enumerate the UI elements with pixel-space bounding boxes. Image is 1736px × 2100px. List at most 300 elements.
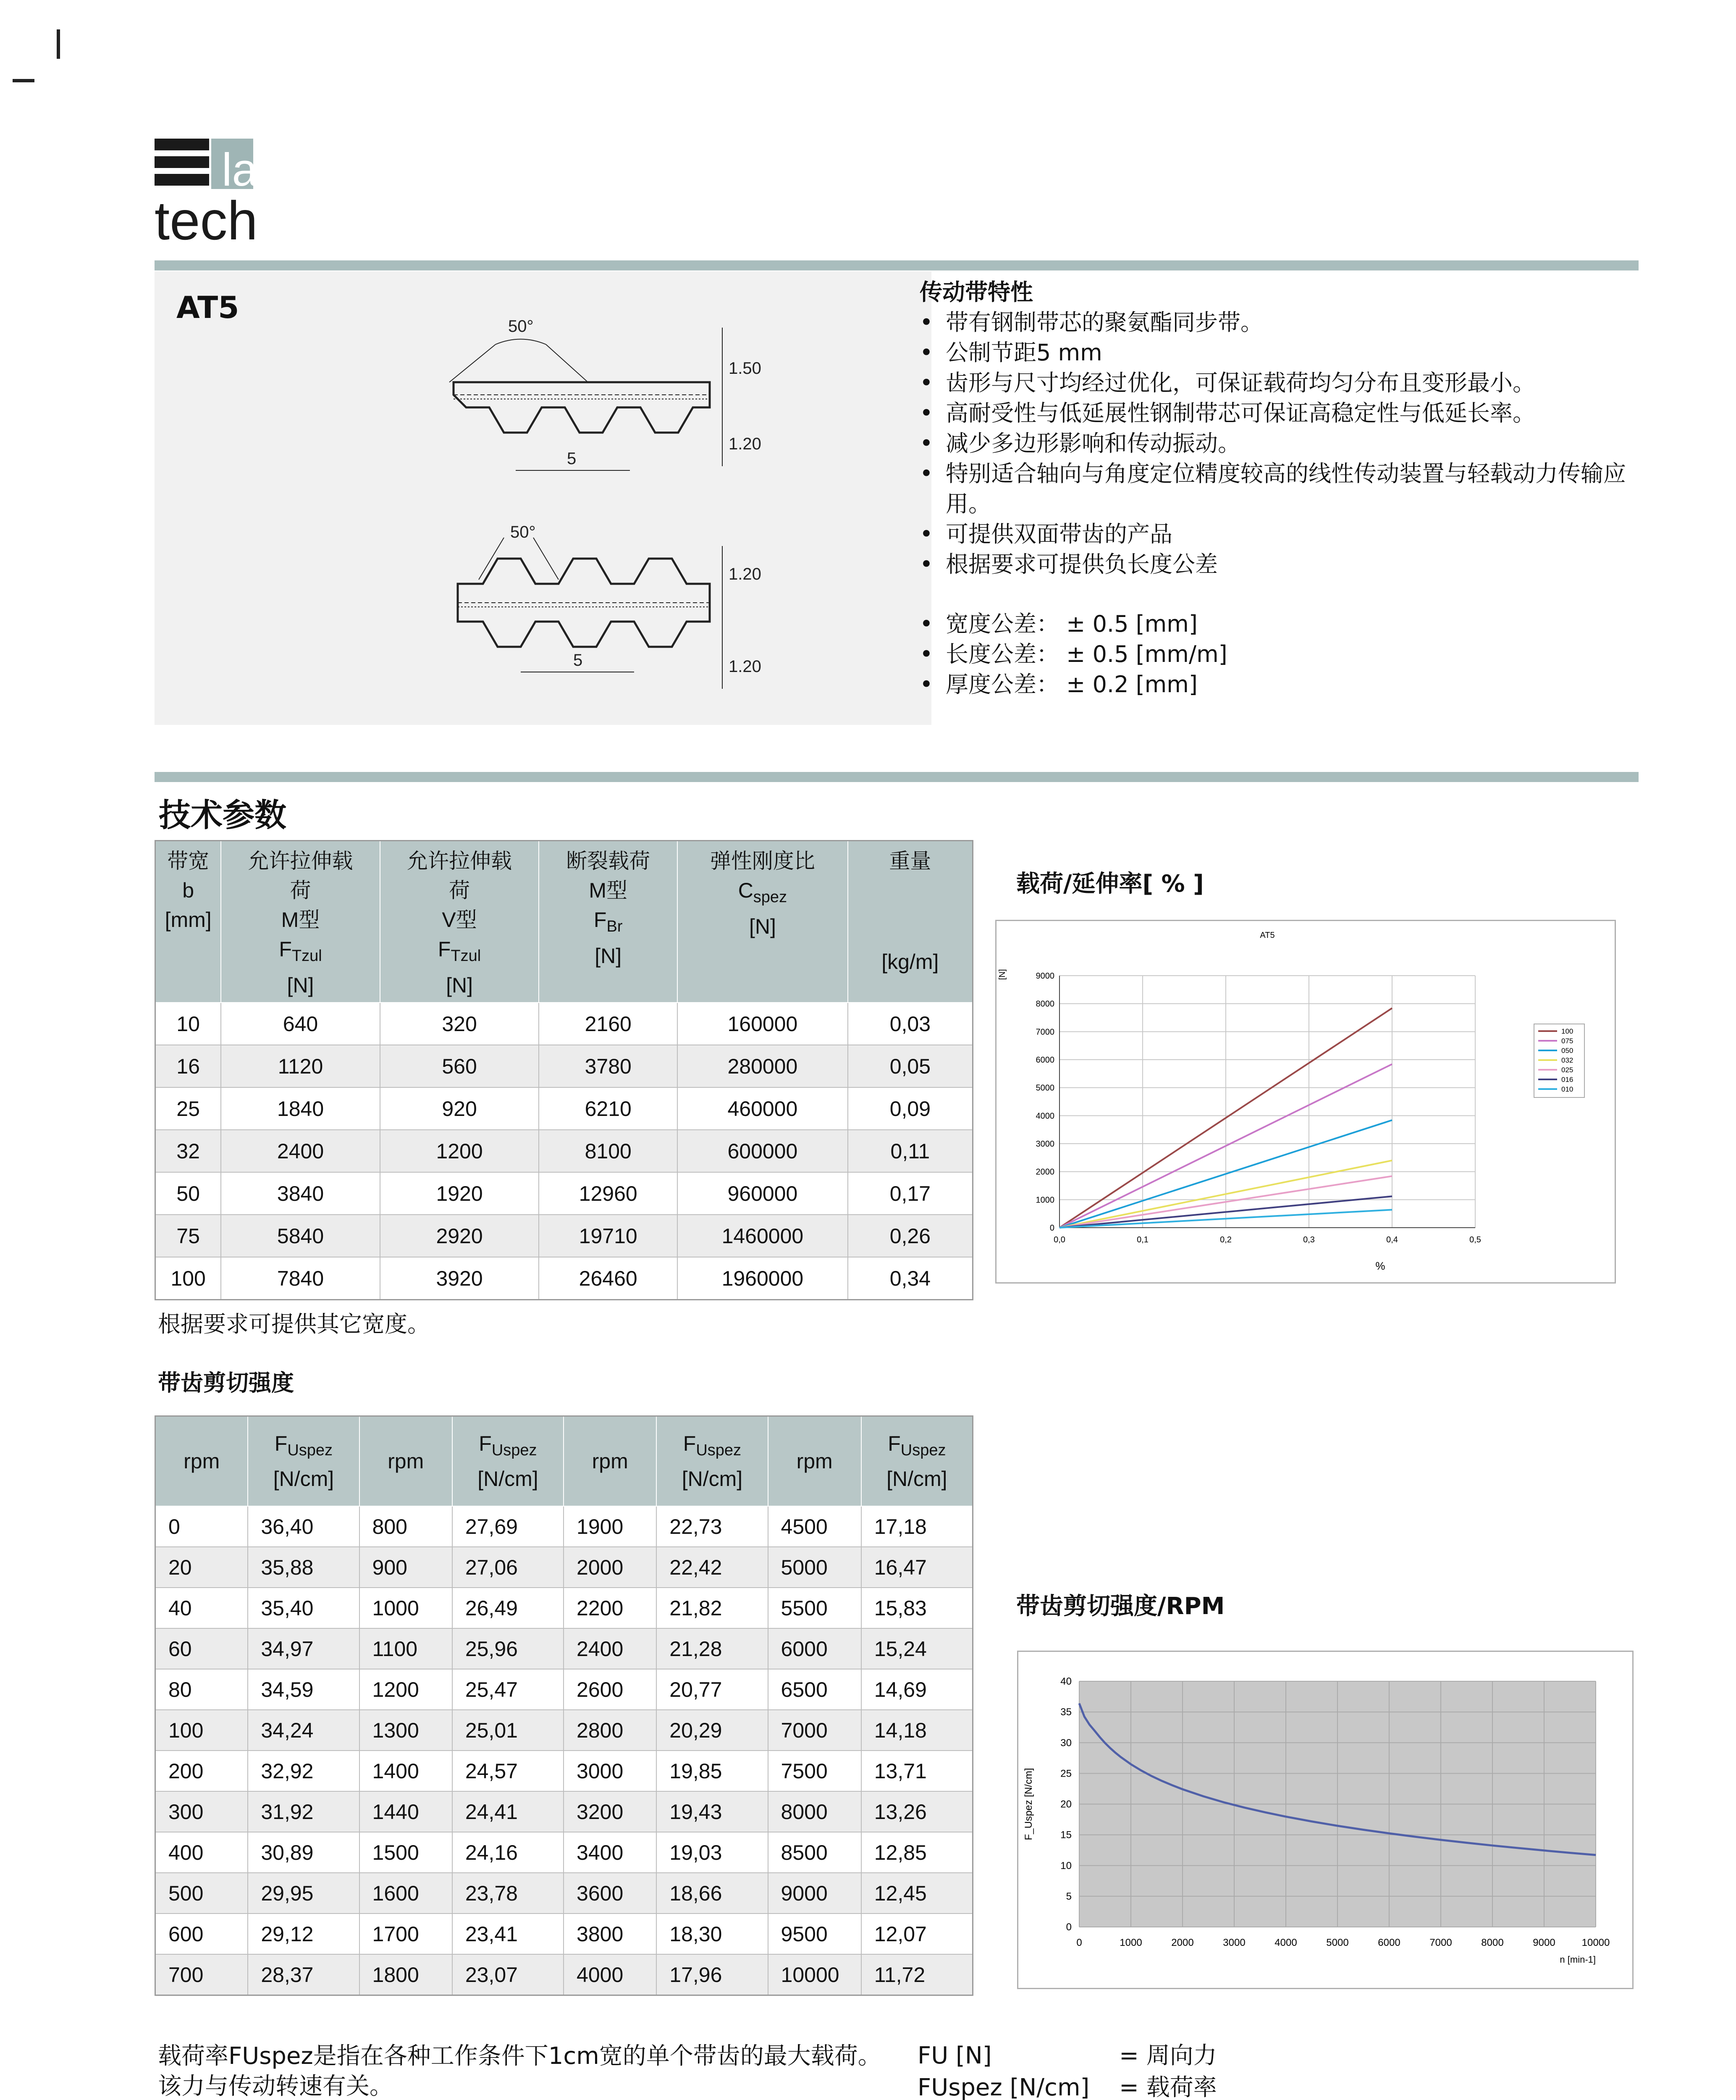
chart-title: AT5 bbox=[1260, 931, 1275, 940]
legend-label: 025 bbox=[1561, 1066, 1573, 1074]
logo-word: tech bbox=[155, 190, 258, 251]
table-cell: 26460 bbox=[539, 1257, 677, 1300]
section-divider bbox=[155, 772, 1639, 782]
table-cell: 960000 bbox=[677, 1172, 848, 1215]
force-header bbox=[452, 1416, 564, 1507]
header-line: 重量 bbox=[889, 849, 931, 873]
symbol: F bbox=[279, 937, 292, 961]
table-cell: 500 bbox=[155, 1873, 248, 1914]
load-elongation-chart bbox=[995, 920, 1616, 1284]
width-note: 根据要求可提供其它宽度。 bbox=[158, 1311, 430, 1337]
rpm-header: rpm bbox=[359, 1416, 452, 1507]
table-cell: 36,40 bbox=[248, 1506, 359, 1547]
table-cell: 8000 bbox=[768, 1791, 861, 1832]
header-line: V型 bbox=[442, 908, 477, 932]
x-tick-label: 2000 bbox=[1171, 1937, 1194, 1948]
x-tick-label: 5000 bbox=[1326, 1937, 1349, 1948]
table-cell: 27,06 bbox=[452, 1547, 564, 1588]
symbol-subscript: Uspez bbox=[491, 1441, 537, 1459]
table-row bbox=[155, 1087, 973, 1130]
symbol: F bbox=[593, 908, 607, 932]
table-cell: 1200 bbox=[380, 1130, 539, 1172]
crop-mark bbox=[13, 79, 34, 82]
y-tick-label: 15 bbox=[1060, 1829, 1072, 1841]
header-symbol bbox=[453, 1429, 563, 1465]
symbol-subscript: spez bbox=[753, 888, 787, 906]
table-cell: 34,97 bbox=[248, 1628, 359, 1669]
table-cell: 8100 bbox=[539, 1130, 677, 1172]
table-cell: 24,57 bbox=[452, 1751, 564, 1791]
shear-chart-svg bbox=[1018, 1652, 1632, 1988]
table-cell: 17,18 bbox=[861, 1506, 973, 1547]
definition-symbol bbox=[918, 2041, 1119, 2071]
header-line: b bbox=[182, 879, 194, 902]
table-cell: 0,34 bbox=[848, 1257, 973, 1300]
table-row bbox=[155, 1215, 973, 1257]
symbol-definitions bbox=[918, 2041, 1673, 2100]
angle-label: 50° bbox=[508, 317, 534, 336]
tech-params-title: 技术参数 bbox=[159, 796, 286, 834]
symbol: FUspez [N/cm] bbox=[918, 2074, 1090, 2100]
table-cell: 640 bbox=[221, 1003, 380, 1045]
shear-rpm-chart bbox=[1017, 1651, 1634, 1989]
legend-label: 050 bbox=[1561, 1047, 1573, 1055]
table-cell: 0,11 bbox=[848, 1130, 973, 1172]
y-tick-label: 2000 bbox=[1036, 1167, 1054, 1177]
note-line: 该力与传动转速有关。 bbox=[158, 2073, 393, 2100]
header-symbol bbox=[222, 934, 379, 971]
table-cell: 16 bbox=[155, 1045, 221, 1087]
x-tick-label: 0,2 bbox=[1220, 1235, 1232, 1244]
table-cell: 22,42 bbox=[656, 1547, 768, 1588]
table-cell: 31,92 bbox=[248, 1791, 359, 1832]
symbol-subscript: Tzul bbox=[291, 947, 322, 965]
table-row bbox=[155, 1172, 973, 1215]
chart-legend bbox=[1534, 1024, 1584, 1097]
y-tick-label: 35 bbox=[1060, 1706, 1072, 1718]
table-cell: 11,72 bbox=[861, 1954, 973, 1995]
x-axis-label: n [min-1] bbox=[1560, 1954, 1596, 1965]
header-line: 断裂载荷 bbox=[566, 849, 650, 873]
y-tick-label: 4000 bbox=[1036, 1111, 1054, 1121]
table-cell: 2160 bbox=[539, 1003, 677, 1045]
parameter-table bbox=[155, 840, 973, 1300]
table-cell: 23,41 bbox=[452, 1914, 564, 1954]
table-cell: 40 bbox=[155, 1588, 248, 1628]
param-header-cell bbox=[677, 841, 848, 1003]
table-cell: 19,43 bbox=[656, 1791, 768, 1832]
header-line: 允许拉伸载 bbox=[407, 849, 512, 873]
table-cell: 9500 bbox=[768, 1914, 861, 1954]
table-cell: 25,01 bbox=[452, 1710, 564, 1751]
table-cell: 3920 bbox=[380, 1257, 539, 1300]
rpm-header: rpm bbox=[768, 1416, 861, 1507]
table-cell: 3600 bbox=[564, 1873, 656, 1914]
table-cell: 400 bbox=[155, 1832, 248, 1873]
pitch-label: 5 bbox=[573, 651, 583, 669]
y-tick-label: 8000 bbox=[1036, 999, 1054, 1009]
table-row bbox=[155, 1914, 973, 1954]
table-cell: 34,24 bbox=[248, 1710, 359, 1751]
header-unit: [N/cm] bbox=[682, 1467, 743, 1491]
legend-label: 016 bbox=[1561, 1076, 1573, 1084]
table-cell: 1100 bbox=[359, 1628, 452, 1669]
table-cell: 25,47 bbox=[452, 1669, 564, 1710]
rpm-header: rpm bbox=[155, 1416, 248, 1507]
series-label: AT5 bbox=[176, 290, 239, 325]
force-header bbox=[248, 1416, 359, 1507]
note-line: 载荷率FUspez是指在各种工作条件下1cm宽的单个带齿的最大载荷。 bbox=[158, 2042, 881, 2070]
table-row bbox=[155, 1588, 973, 1628]
y-tick-label: 5000 bbox=[1036, 1083, 1054, 1093]
header-symbol bbox=[657, 1429, 767, 1465]
table-cell: 1200 bbox=[359, 1669, 452, 1710]
table-row bbox=[155, 1873, 973, 1914]
table-cell: 20 bbox=[155, 1547, 248, 1588]
table-cell: 75 bbox=[155, 1215, 221, 1257]
symbol: C bbox=[738, 879, 753, 902]
symbol: F bbox=[479, 1432, 492, 1455]
table-cell: 4500 bbox=[768, 1506, 861, 1547]
section-divider bbox=[155, 260, 1639, 270]
legend-label: 010 bbox=[1561, 1085, 1573, 1093]
feature-item: • 高耐受性与低延展性钢制带芯可保证高稳定性与低延长率。 bbox=[920, 398, 1659, 428]
features-title: 传动带特性 bbox=[920, 279, 1033, 305]
header-line: 带宽 bbox=[167, 849, 210, 873]
param-header-cell bbox=[848, 841, 973, 1003]
table-cell: 0,09 bbox=[848, 1087, 973, 1130]
y-tick-label: 1000 bbox=[1036, 1195, 1054, 1205]
table-row bbox=[155, 1791, 973, 1832]
y-tick-label: 5 bbox=[1066, 1890, 1072, 1902]
table-cell: 920 bbox=[380, 1087, 539, 1130]
table-cell: 0,03 bbox=[848, 1003, 973, 1045]
table-cell: 35,40 bbox=[248, 1588, 359, 1628]
table-cell: 12,45 bbox=[861, 1873, 973, 1914]
symbol-subscript: Uspez bbox=[287, 1441, 333, 1459]
symbol: F bbox=[274, 1432, 288, 1455]
table-cell: 1440 bbox=[359, 1791, 452, 1832]
symbol: F bbox=[888, 1432, 901, 1455]
table-cell: 3780 bbox=[539, 1045, 677, 1087]
table-cell: 28,37 bbox=[248, 1954, 359, 1995]
table-cell: 34,59 bbox=[248, 1669, 359, 1710]
table-cell: 460000 bbox=[677, 1087, 848, 1130]
header-unit: [N/cm] bbox=[886, 1467, 947, 1491]
tolerance-list bbox=[920, 609, 1659, 700]
table-cell: 13,71 bbox=[861, 1751, 973, 1791]
table-cell: 3200 bbox=[564, 1791, 656, 1832]
table-cell: 0,26 bbox=[848, 1215, 973, 1257]
table-row bbox=[155, 1669, 973, 1710]
y-tick-label: 25 bbox=[1060, 1768, 1072, 1780]
feature-item: • 带有钢制带芯的聚氨酯同步带。 bbox=[920, 307, 1659, 338]
table-cell: 24,41 bbox=[452, 1791, 564, 1832]
tolerance-item: • 厚度公差： ± 0.2 [mm] bbox=[920, 669, 1659, 700]
table-cell: 12,07 bbox=[861, 1914, 973, 1954]
header-line: M型 bbox=[589, 879, 628, 902]
header-line: 荷 bbox=[449, 879, 470, 902]
table-cell: 3800 bbox=[564, 1914, 656, 1954]
pitch-label: 5 bbox=[567, 449, 577, 468]
table-cell: 160000 bbox=[677, 1003, 848, 1045]
table-cell: 15,24 bbox=[861, 1628, 973, 1669]
header-line: M型 bbox=[281, 908, 320, 932]
table-cell: 7500 bbox=[768, 1751, 861, 1791]
table-cell: 2800 bbox=[564, 1710, 656, 1751]
symbol: FU [N] bbox=[918, 2042, 992, 2069]
table-cell: 3000 bbox=[564, 1751, 656, 1791]
y-tick-label: 0 bbox=[1049, 1223, 1054, 1233]
table-cell: 100 bbox=[155, 1710, 248, 1751]
table-cell: 8500 bbox=[768, 1832, 861, 1873]
elatech-logo bbox=[155, 139, 258, 251]
table-cell: 1700 bbox=[359, 1914, 452, 1954]
table-cell: 2200 bbox=[564, 1588, 656, 1628]
param-header-cell bbox=[539, 841, 677, 1003]
table-cell: 25 bbox=[155, 1087, 221, 1130]
header-symbol bbox=[540, 905, 677, 941]
feature-list bbox=[920, 307, 1659, 580]
table-cell: 2920 bbox=[380, 1215, 539, 1257]
definition-symbol bbox=[918, 2073, 1119, 2100]
symbol-subscript: Uspez bbox=[696, 1441, 742, 1459]
tooth-label: 1.20 bbox=[729, 657, 761, 676]
x-tick-label: 9000 bbox=[1533, 1937, 1555, 1948]
symbol-subscript: Tzul bbox=[451, 947, 481, 965]
header-line: 荷 bbox=[290, 879, 311, 902]
logo-letters: la bbox=[222, 144, 258, 196]
table-cell: 100 bbox=[155, 1257, 221, 1300]
table-cell: 14,18 bbox=[861, 1710, 973, 1751]
table-cell: 560 bbox=[380, 1045, 539, 1087]
table-cell: 23,78 bbox=[452, 1873, 564, 1914]
table-cell: 900 bbox=[359, 1547, 452, 1588]
symbol: F bbox=[438, 937, 451, 961]
header-unit: [N] bbox=[749, 915, 776, 938]
table-cell: 800 bbox=[359, 1506, 452, 1547]
table-cell: 22,73 bbox=[656, 1506, 768, 1547]
table-cell: 0 bbox=[155, 1506, 248, 1547]
table-cell: 12,85 bbox=[861, 1832, 973, 1873]
y-tick-label: 20 bbox=[1060, 1798, 1072, 1810]
x-tick-label: 0,0 bbox=[1054, 1235, 1065, 1244]
table-row bbox=[155, 1506, 973, 1547]
table-row bbox=[155, 1045, 973, 1087]
table-row bbox=[155, 1003, 973, 1045]
table-cell: 12960 bbox=[539, 1172, 677, 1215]
x-tick-label: 4000 bbox=[1274, 1937, 1297, 1948]
table-cell: 0,05 bbox=[848, 1045, 973, 1087]
load-chart-svg bbox=[996, 921, 1615, 1282]
feature-item: • 可提供双面带齿的产品 bbox=[920, 519, 1659, 549]
table-cell: 2600 bbox=[564, 1669, 656, 1710]
symbol-subscript: Br bbox=[606, 918, 623, 935]
table-cell: 1000 bbox=[359, 1588, 452, 1628]
table-cell: 1120 bbox=[221, 1045, 380, 1087]
table-cell: 1400 bbox=[359, 1751, 452, 1791]
table-cell: 4000 bbox=[564, 1954, 656, 1995]
header-symbol bbox=[862, 1429, 972, 1465]
table-cell: 1300 bbox=[359, 1710, 452, 1751]
table-cell: 21,28 bbox=[656, 1628, 768, 1669]
header-unit: [mm] bbox=[165, 908, 212, 932]
table-cell: 18,30 bbox=[656, 1914, 768, 1954]
table-row bbox=[155, 1832, 973, 1873]
table-cell: 5500 bbox=[768, 1588, 861, 1628]
table-cell: 1500 bbox=[359, 1832, 452, 1873]
table-cell: 19,03 bbox=[656, 1832, 768, 1873]
legend-label: 075 bbox=[1561, 1037, 1573, 1045]
y-axis-label: F_Uspez [N/cm] bbox=[1023, 1768, 1034, 1840]
table-cell: 280000 bbox=[677, 1045, 848, 1087]
header-symbol bbox=[249, 1429, 358, 1465]
y-tick-label: 0 bbox=[1066, 1922, 1072, 1933]
table-cell: 15,83 bbox=[861, 1588, 973, 1628]
table-cell: 3840 bbox=[221, 1172, 380, 1215]
x-tick-label: 6000 bbox=[1378, 1937, 1400, 1948]
y-axis-label: [N] bbox=[998, 969, 1007, 980]
header-line: 弹性刚度比 bbox=[710, 849, 815, 873]
shear-table-title: 带齿剪切强度 bbox=[158, 1370, 294, 1396]
table-cell: 25,96 bbox=[452, 1628, 564, 1669]
table-cell: 35,88 bbox=[248, 1547, 359, 1588]
table-row bbox=[155, 1751, 973, 1791]
legend-label: 032 bbox=[1561, 1056, 1573, 1064]
header-unit: [N] bbox=[446, 974, 473, 997]
rpm-header: rpm bbox=[564, 1416, 656, 1507]
definition-text: = 载荷率 bbox=[1119, 2074, 1217, 2100]
param-header-cell bbox=[221, 841, 380, 1003]
table-cell: 29,95 bbox=[248, 1873, 359, 1914]
table-cell: 1840 bbox=[221, 1087, 380, 1130]
x-tick-label: 0 bbox=[1076, 1937, 1082, 1948]
y-tick-label: 9000 bbox=[1036, 971, 1054, 981]
table-cell: 26,49 bbox=[452, 1588, 564, 1628]
symbol-subscript: Uspez bbox=[900, 1441, 946, 1459]
table-cell: 17,96 bbox=[656, 1954, 768, 1995]
table-cell: 30,89 bbox=[248, 1832, 359, 1873]
table-cell: 10000 bbox=[768, 1954, 861, 1995]
x-tick-label: 8000 bbox=[1481, 1937, 1504, 1948]
header-symbol bbox=[678, 876, 847, 912]
tolerance-item: • 宽度公差： ± 0.5 [mm] bbox=[920, 609, 1659, 639]
table-cell: 3400 bbox=[564, 1832, 656, 1873]
table-cell: 700 bbox=[155, 1954, 248, 1995]
x-tick-label: 10000 bbox=[1581, 1937, 1610, 1948]
y-tick-label: 10 bbox=[1060, 1860, 1072, 1872]
y-tick-label: 30 bbox=[1060, 1737, 1072, 1749]
force-header bbox=[656, 1416, 768, 1507]
table-cell: 80 bbox=[155, 1669, 248, 1710]
table-cell: 7000 bbox=[768, 1710, 861, 1751]
x-tick-label: 0,4 bbox=[1386, 1235, 1398, 1244]
x-tick-label: 1000 bbox=[1120, 1937, 1142, 1948]
table-cell: 19,85 bbox=[656, 1751, 768, 1791]
feature-item: • 根据要求可提供负长度公差 bbox=[920, 549, 1659, 580]
crop-mark bbox=[57, 29, 60, 59]
table-cell: 6500 bbox=[768, 1669, 861, 1710]
table-cell: 10 bbox=[155, 1003, 221, 1045]
table-cell: 29,12 bbox=[248, 1914, 359, 1954]
y-tick-label: 40 bbox=[1060, 1676, 1072, 1687]
header-line: 允许拉伸载 bbox=[248, 849, 353, 873]
header-unit: [N/cm] bbox=[273, 1467, 334, 1491]
table-cell: 1900 bbox=[564, 1506, 656, 1547]
param-header-cell bbox=[380, 841, 539, 1003]
header-unit: [kg/m] bbox=[881, 950, 939, 974]
table-cell: 50 bbox=[155, 1172, 221, 1215]
x-axis-label: % bbox=[1375, 1260, 1385, 1272]
symbol: F bbox=[683, 1432, 696, 1455]
table-cell: 200 bbox=[155, 1751, 248, 1791]
table-cell: 600 bbox=[155, 1914, 248, 1954]
table-cell: 300 bbox=[155, 1791, 248, 1832]
table-cell: 1600 bbox=[359, 1873, 452, 1914]
table-cell: 2400 bbox=[221, 1130, 380, 1172]
header-symbol bbox=[381, 934, 538, 971]
table-cell: 16,47 bbox=[861, 1547, 973, 1588]
feature-item: • 特别适合轴向与角度定位精度较高的线性传动装置与轻载动力传输应用。 bbox=[920, 459, 1659, 519]
table-cell: 27,69 bbox=[452, 1506, 564, 1547]
table-cell: 0,17 bbox=[848, 1172, 973, 1215]
table-row bbox=[155, 1954, 973, 1995]
table-cell: 20,29 bbox=[656, 1710, 768, 1751]
tooth-label: 1.20 bbox=[729, 435, 761, 453]
x-tick-label: 0,1 bbox=[1137, 1235, 1149, 1244]
tooth-label: 1.20 bbox=[729, 565, 761, 583]
table-cell: 21,82 bbox=[656, 1588, 768, 1628]
angle-label: 50° bbox=[510, 523, 536, 541]
x-tick-label: 0,5 bbox=[1469, 1235, 1481, 1244]
y-tick-label: 3000 bbox=[1036, 1139, 1054, 1149]
table-cell: 19710 bbox=[539, 1215, 677, 1257]
belt-profile-drawing bbox=[420, 311, 789, 722]
table-cell: 23,07 bbox=[452, 1954, 564, 1995]
table-cell: 5000 bbox=[768, 1547, 861, 1588]
belt-features bbox=[920, 277, 1659, 700]
force-header bbox=[861, 1416, 973, 1507]
load-chart-heading: 载荷/延伸率[ % ] bbox=[1016, 870, 1204, 898]
table-cell: 32,92 bbox=[248, 1751, 359, 1791]
table-cell: 320 bbox=[380, 1003, 539, 1045]
x-tick-label: 0,3 bbox=[1303, 1235, 1315, 1244]
table-row bbox=[155, 1547, 973, 1588]
tolerance-item: • 长度公差： ± 0.5 [mm/m] bbox=[920, 639, 1659, 669]
x-tick-label: 7000 bbox=[1429, 1937, 1452, 1948]
table-cell: 1460000 bbox=[677, 1215, 848, 1257]
header-unit: [N] bbox=[287, 974, 314, 997]
header-unit: [N] bbox=[595, 944, 622, 968]
table-row bbox=[155, 1628, 973, 1669]
feature-item: • 齿形与尺寸均经过优化，可保证载荷均匀分布且变形最小。 bbox=[920, 368, 1659, 398]
table-cell: 600000 bbox=[677, 1130, 848, 1172]
header-unit: [N/cm] bbox=[477, 1467, 538, 1491]
table-cell: 13,26 bbox=[861, 1791, 973, 1832]
load-rate-explanation bbox=[158, 2041, 897, 2100]
y-tick-label: 6000 bbox=[1036, 1055, 1054, 1065]
table-cell: 24,16 bbox=[452, 1832, 564, 1873]
x-tick-label: 3000 bbox=[1223, 1937, 1246, 1948]
table-cell: 6000 bbox=[768, 1628, 861, 1669]
table-cell: 32 bbox=[155, 1130, 221, 1172]
table-cell: 1920 bbox=[380, 1172, 539, 1215]
table-cell: 20,77 bbox=[656, 1669, 768, 1710]
shear-strength-table bbox=[155, 1415, 973, 1996]
legend-label: 100 bbox=[1561, 1027, 1573, 1035]
table-cell: 1800 bbox=[359, 1954, 452, 1995]
table-cell: 2400 bbox=[564, 1628, 656, 1669]
